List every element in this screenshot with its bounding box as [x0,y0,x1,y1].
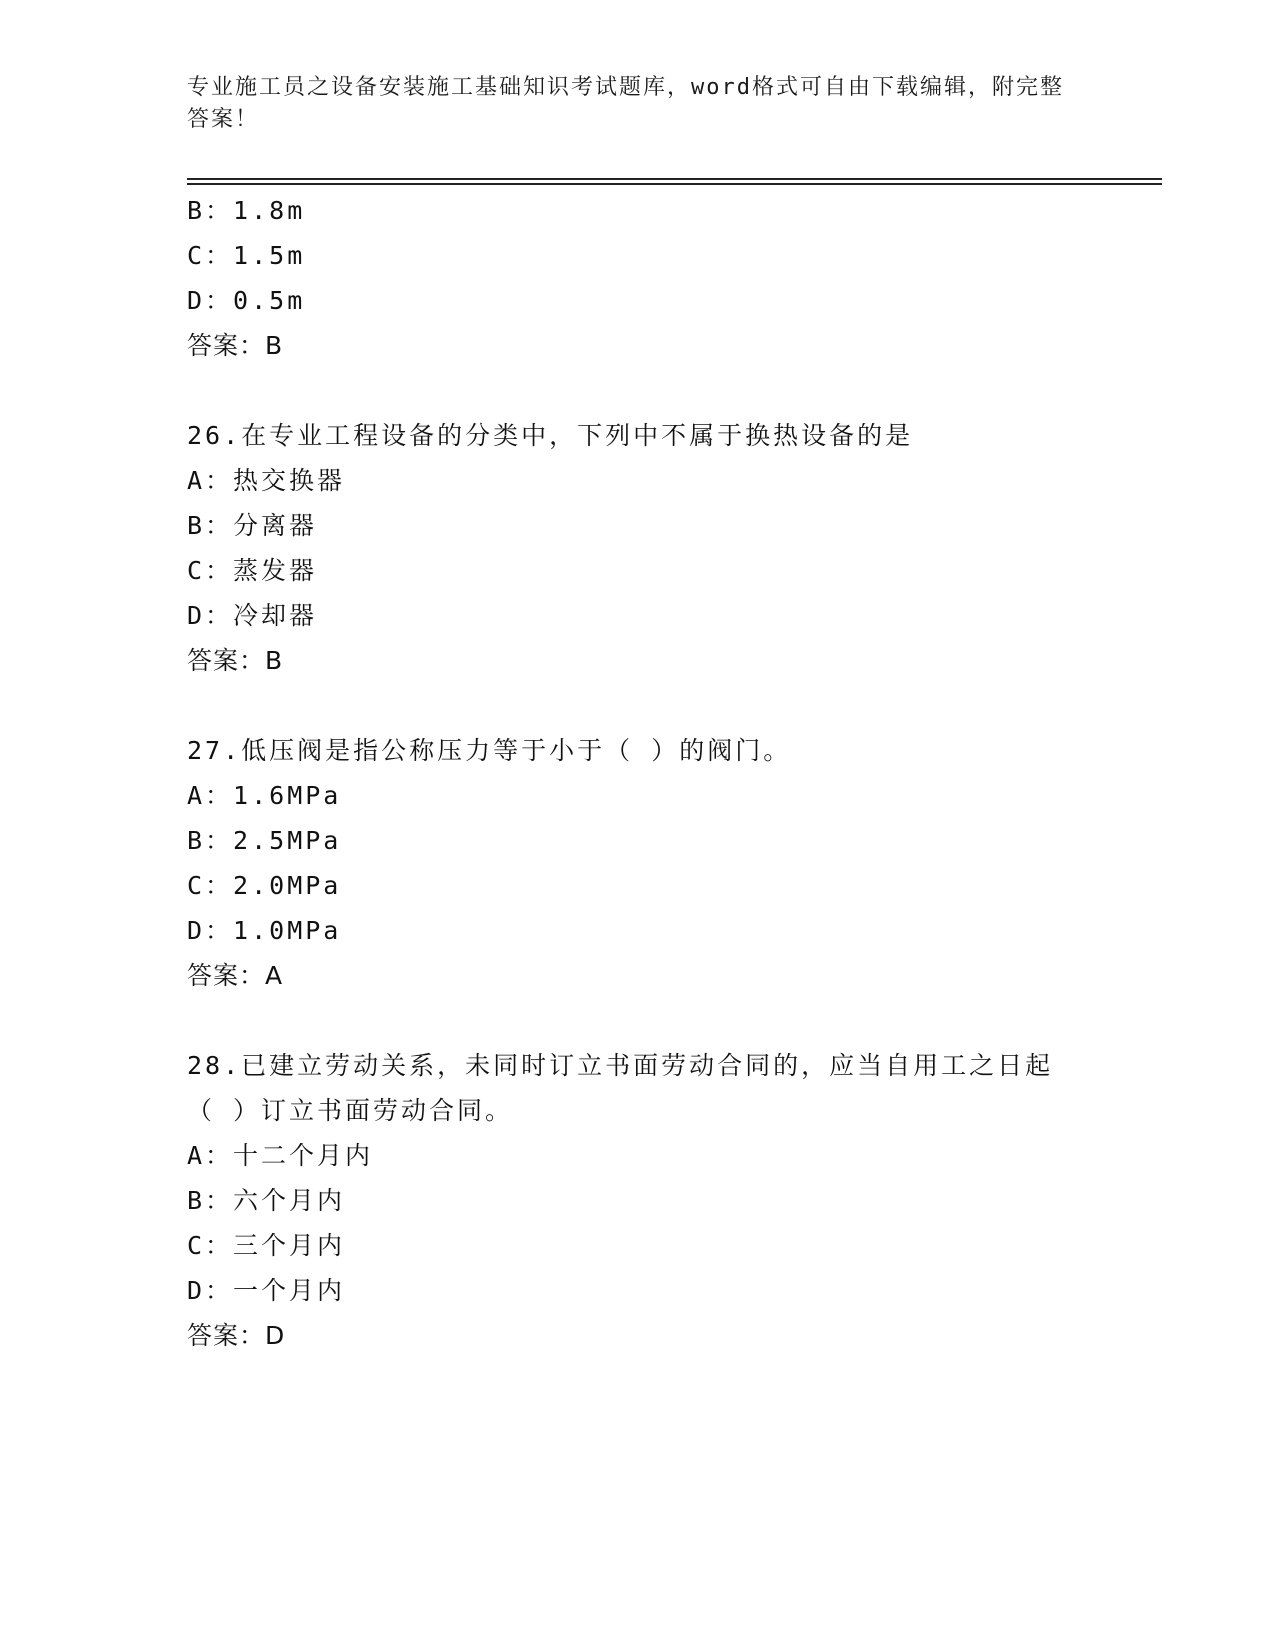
option-d: D：0.5m [187,286,306,315]
option-a: A：十二个月内 [187,1141,374,1170]
question-stem-line-1: 28.已建立劳动关系，未同时订立书面劳动合同的，应当自用工之日起 [187,1051,1054,1080]
option-c: C：三个月内 [187,1231,346,1260]
option-b: B：1.8m [187,196,306,225]
document-header: 专业施工员之设备安装施工基础知识考试题库，word格式可自由下载编辑，附完整答案！ [187,75,1064,132]
option-d: D：1.0MPa [187,916,342,945]
option-d: D：一个月内 [187,1276,346,1305]
question-stem: 26.在专业工程设备的分类中，下列中不属于换热设备的是 [187,421,914,450]
option-a: A：热交换器 [187,466,346,495]
answer: 答案：A [187,961,284,990]
option-c: C：2.0MPa [187,871,342,900]
answer: 答案：B [187,646,284,675]
answer: 答案：B [187,331,284,360]
question-stem: 27.低压阀是指公称压力等于小于（ ）的阀门。 [187,736,792,765]
option-c: C：1.5m [187,241,306,270]
option-c: C：蒸发器 [187,556,318,585]
question-stem-line-2: （ ）订立书面劳动合同。 [187,1096,514,1125]
option-b: B：分离器 [187,511,318,540]
option-d: D：冷却器 [187,601,318,630]
header-rule-bottom [187,183,1162,185]
answer: 答案：D [187,1321,286,1350]
header-rule-top [187,178,1162,180]
option-b: B：六个月内 [187,1186,346,1215]
option-b: B：2.5MPa [187,826,342,855]
option-a: A：1.6MPa [187,781,342,810]
